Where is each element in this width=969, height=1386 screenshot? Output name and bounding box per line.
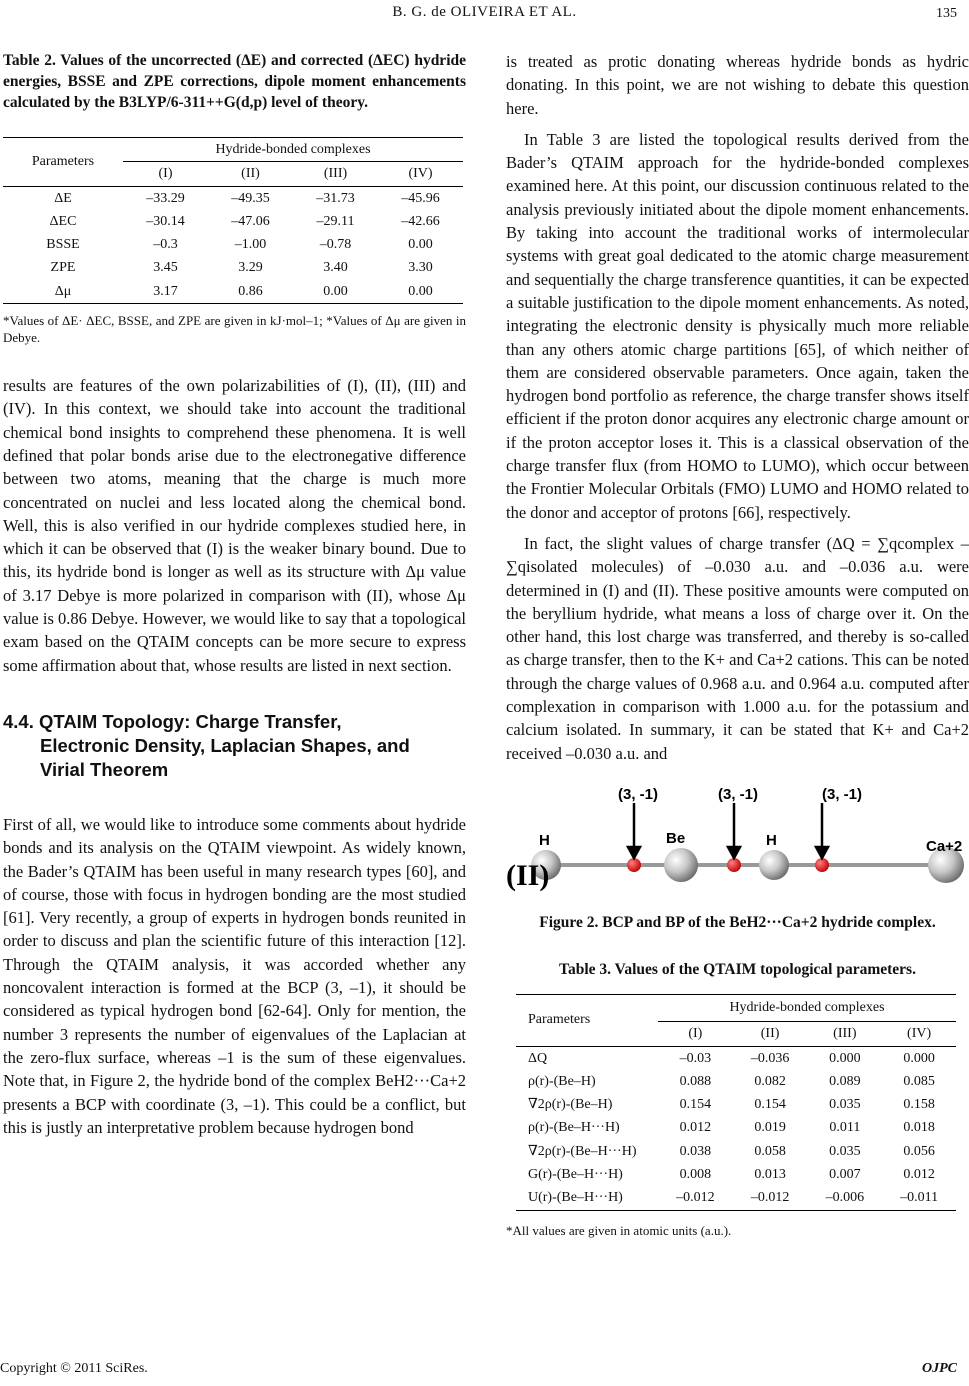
table-row bbox=[3, 280, 463, 304]
cell: 0.154 bbox=[679, 1097, 712, 1113]
cell: 0.000 bbox=[829, 1050, 861, 1066]
cell: –33.29 bbox=[146, 190, 185, 206]
row-label: ρ(r)-(Be–H) bbox=[528, 1073, 596, 1089]
cell: –0.012 bbox=[750, 1190, 790, 1206]
table3-col-header: (IV) bbox=[907, 1025, 932, 1041]
cell: 0.088 bbox=[679, 1073, 712, 1089]
cell: –0.012 bbox=[676, 1190, 715, 1206]
table2-col-header: (III) bbox=[323, 166, 348, 182]
hydrogen-atom bbox=[759, 850, 789, 880]
bcp-label: (3, -1) bbox=[618, 785, 659, 803]
cell: 0.154 bbox=[754, 1097, 786, 1113]
running-header-author: B. G. de OLIVEIRA ET AL. bbox=[392, 4, 577, 20]
left-column bbox=[3, 50, 466, 1139]
section-heading-line: Virial Theorem bbox=[40, 758, 169, 780]
table2 bbox=[3, 137, 463, 304]
section-heading bbox=[3, 710, 466, 782]
table-row bbox=[516, 1116, 956, 1139]
cell: –0.3 bbox=[153, 237, 178, 253]
cell: 0.00 bbox=[323, 283, 348, 299]
table3-col-header: (II) bbox=[760, 1025, 780, 1041]
cell: –0.03 bbox=[679, 1050, 712, 1066]
cell: 0.00 bbox=[408, 283, 433, 299]
row-label: BSSE bbox=[46, 237, 80, 253]
cell: –30.14 bbox=[146, 213, 185, 229]
cell: 3.30 bbox=[408, 260, 433, 276]
bcp-label: (3, -1) bbox=[718, 785, 759, 803]
table2-col-header: (I) bbox=[158, 166, 173, 182]
atom-label-h: H bbox=[539, 831, 550, 849]
table-row bbox=[516, 1093, 956, 1116]
cell: –45.96 bbox=[401, 190, 440, 206]
section-heading-line: 4.4. QTAIM Topology: Charge Transfer, bbox=[3, 710, 342, 732]
molecule-diagram bbox=[506, 783, 969, 901]
cell: –42.66 bbox=[401, 213, 440, 229]
cell: –31.73 bbox=[316, 190, 355, 206]
cell: 3.45 bbox=[153, 260, 178, 276]
body-paragraph: is treated as protic donating whereas hydride bonds as hydric donating. In this point, we are not wishing to debate this question here. bbox=[506, 52, 969, 118]
cell: 0.085 bbox=[903, 1073, 935, 1089]
figure-caption: Figure 2. BCP and BP of the BeH2···Ca+2 hydride complex. bbox=[539, 913, 936, 931]
row-label: ΔEC bbox=[49, 213, 77, 229]
table2-col-header: (IV) bbox=[408, 166, 433, 182]
beryllium-atom bbox=[664, 848, 698, 882]
table3-col-header: (III) bbox=[833, 1025, 857, 1041]
cell: 0.058 bbox=[754, 1143, 786, 1159]
bcp-label: (3, -1) bbox=[822, 785, 863, 803]
cell: 3.40 bbox=[323, 260, 348, 276]
row-label: ΔQ bbox=[528, 1050, 548, 1066]
table-row bbox=[516, 1046, 956, 1070]
cell: –0.011 bbox=[900, 1190, 939, 1206]
cell: –0.78 bbox=[319, 237, 352, 253]
row-label: ∇2ρ(r)-(Be–H···H) bbox=[528, 1143, 637, 1159]
body-paragraph: results are features of the own polarizabilities of (I), (II), (III) and (IV). In this context, we should take into account the traditional chemical bond insights to comprehend these phenomena. It is well defined that polar bonds arise due to the electronegative difference between two atoms, meaning that the charge is much more concentrated on nuclei and less located along the chemical bond. Well, this is also verified in our hydride complexes studied here, in which it can be observed that (I) is the weaker binary bound. Due to this, its hydride bond is longer as well as its structure with Δμ value of 3.17 Debye is more polarized in comparison with (II), whose Δμ value is 0.86 Debye. However, we would like to say that a topological exam based on the QTAIM concepts can be more secure to express some affirmation about that, whose results are listed in next section. bbox=[3, 376, 466, 675]
table3-param-header: Parameters bbox=[528, 1012, 591, 1028]
cell: –0.006 bbox=[825, 1190, 865, 1206]
table-row bbox=[3, 186, 463, 210]
body-paragraph: In fact, the slight values of charge transfer (ΔQ = ∑qcomplex – ∑qisolated molecules) of –0.030 a.u. and –0.036 a.u. were determined in (I) and (II). These positive amounts were computed on the beryllium hydride, what means a loss of charge over it. On the other hand, this lost charge was transferred, and thereby is so-called as charge transfer, then to the K+ and Ca+2 cations. This can be noted through the charge values of 0.968 a.u. and 0.964 a.u. computed after complexation in comparison with 1.000 a.u. for the potassium and calcium isolated. In summary, it can be stated that K+ and Ca+2 received –0.030 a.u. and bbox=[506, 533, 969, 763]
table-row bbox=[516, 1186, 956, 1210]
cell: 0.158 bbox=[903, 1097, 935, 1113]
cell: 0.018 bbox=[903, 1120, 935, 1136]
page-number: 135 bbox=[936, 6, 957, 21]
right-column bbox=[506, 50, 969, 1242]
table2-footnote: *Values of ΔE· ΔEC, BSSE, and ZPE are given in kJ·mol–1; *Values of Δμ are given in Debye. bbox=[3, 313, 466, 346]
cell: 0.012 bbox=[903, 1166, 935, 1182]
cell: 0.013 bbox=[754, 1166, 786, 1182]
cell: 0.86 bbox=[238, 283, 263, 299]
cell: 0.011 bbox=[829, 1120, 861, 1136]
cell: –0.036 bbox=[750, 1050, 790, 1066]
cell: –49.35 bbox=[231, 190, 270, 206]
table3-col-header: (I) bbox=[688, 1025, 703, 1041]
table3-group-header: Hydride-bonded complexes bbox=[658, 994, 956, 1021]
cell: 0.00 bbox=[408, 237, 433, 253]
figure-2 bbox=[506, 783, 969, 901]
table-row bbox=[516, 1070, 956, 1093]
figure-panel-label: (II) bbox=[506, 858, 550, 892]
cell: –29.11 bbox=[316, 213, 355, 229]
row-label: ∇2ρ(r)-(Be–H) bbox=[528, 1097, 613, 1113]
cell: 0.056 bbox=[903, 1143, 935, 1159]
table3 bbox=[516, 994, 956, 1211]
journal-footer: OJPC bbox=[922, 1361, 957, 1376]
cell: 3.17 bbox=[153, 283, 178, 299]
cell: 3.29 bbox=[238, 260, 263, 276]
row-label: ρ(r)-(Be–H···H) bbox=[528, 1120, 620, 1136]
cell: 0.008 bbox=[679, 1166, 712, 1182]
table2-caption: Table 2. Values of the uncorrected (ΔE) and corrected (ΔEC) hydride energies, BSSE and ZPE corrections, dipole moment enhancements calculated by the B3LYP/6-311++G(d,p) level of theory. bbox=[3, 52, 466, 111]
copyright-footer: Copyright © 2011 SciRes. bbox=[0, 1361, 148, 1376]
table2-param-header: Parameters bbox=[31, 154, 95, 170]
table-row bbox=[516, 1163, 956, 1186]
table-row bbox=[3, 210, 463, 233]
table3-caption: Table 3. Values of the QTAIM topological parameters. bbox=[559, 961, 916, 979]
atom-label-h: H bbox=[766, 831, 777, 849]
cell: 0.007 bbox=[829, 1166, 861, 1182]
cell: 0.012 bbox=[679, 1120, 712, 1136]
table3-footnote: *All values are given in atomic units (a.u.). bbox=[506, 1222, 732, 1238]
table2-group-header: Hydride-bonded complexes bbox=[123, 138, 463, 162]
row-label: Δμ bbox=[54, 283, 72, 299]
cell: 0.035 bbox=[829, 1097, 861, 1113]
cell: 0.000 bbox=[903, 1050, 935, 1066]
table-row bbox=[516, 1140, 956, 1163]
cell: 0.082 bbox=[754, 1073, 786, 1089]
cell: 0.035 bbox=[829, 1143, 861, 1159]
cell: –47.06 bbox=[231, 213, 270, 229]
atom-label-ca: Ca+2 bbox=[926, 837, 963, 855]
body-paragraph: First of all, we would like to introduce some comments about hydride bonds and its analysis on the QTAIM viewpoint. As widely known, the Bader’s QTAIM has been useful in many research types [60], and of course, those with focus in hydrogen bonding are the most studied [61]. Very recently, a group of experts in hydrogen bonds reunited in order to discuss and plan the scientific future of this interaction [12]. Through the QTAIM analysis, it was accorded whether any noncovalent interaction is formed at the BCP (3, –1), it should be considered as typical hydrogen bond [62-64]. Only for mention, the number 3 represents the number of eigenvalues of the Laplacian at the zero-flux surface, whereas –1 is the sum of these eigenvalues. Note that, in Figure 2, the hydride bond of the complex BeH2···Ca+2 presents a BCP with coordinate (3, –1). This could be a conflict, but this is justly an interpretative problem because hydrogen bond bbox=[3, 814, 466, 1137]
atom-label-be: Be bbox=[666, 829, 686, 847]
cell: 0.019 bbox=[754, 1120, 786, 1136]
row-label: ZPE bbox=[50, 260, 76, 276]
cell: 0.038 bbox=[679, 1143, 712, 1159]
row-label: ΔE bbox=[54, 190, 72, 206]
row-label: G(r)-(Be–H···H) bbox=[528, 1166, 623, 1182]
table-row bbox=[3, 233, 463, 256]
cell: –1.00 bbox=[234, 237, 267, 253]
body-paragraph: In Table 3 are listed the topological results derived from the Bader’s QTAIM approach for the hydride-bonded complexes examined here. At this point, our discussion continuous related to the analysis previously initiated about the dipole moment enhancements. By taking into account the traditional works of intermolecular systems with great goal dedicated to the atomic charge measurement and sequentially the charge transference quantities, it can be expected a suitable justification to the dipole moment enhancements. As noted, integrating the electronic density is physically much more reliable than any others atomic charge partitions [65], of which neither of them are considered observable parameters. Once again, taken the hydrogen bond portfolio as reference, the charge transfer shows itself efficient if the proton donor acquires any electronic charge amount or if the proton acceptor loses it. This is a classical observation of the charge transfer flux (from HOMO to LUMO), which occur between the Frontier Molecular Orbitals (FMO) LUMO and HOMO related to the donor and acceptor of protons [66], respectively. bbox=[506, 129, 969, 522]
table2-col-header: (II) bbox=[241, 166, 260, 182]
table-row bbox=[3, 256, 463, 279]
section-heading-line: Electronic Density, Laplacian Shapes, and bbox=[40, 734, 410, 756]
row-label: U(r)-(Be–H···H) bbox=[528, 1190, 623, 1206]
cell: 0.089 bbox=[829, 1073, 861, 1089]
